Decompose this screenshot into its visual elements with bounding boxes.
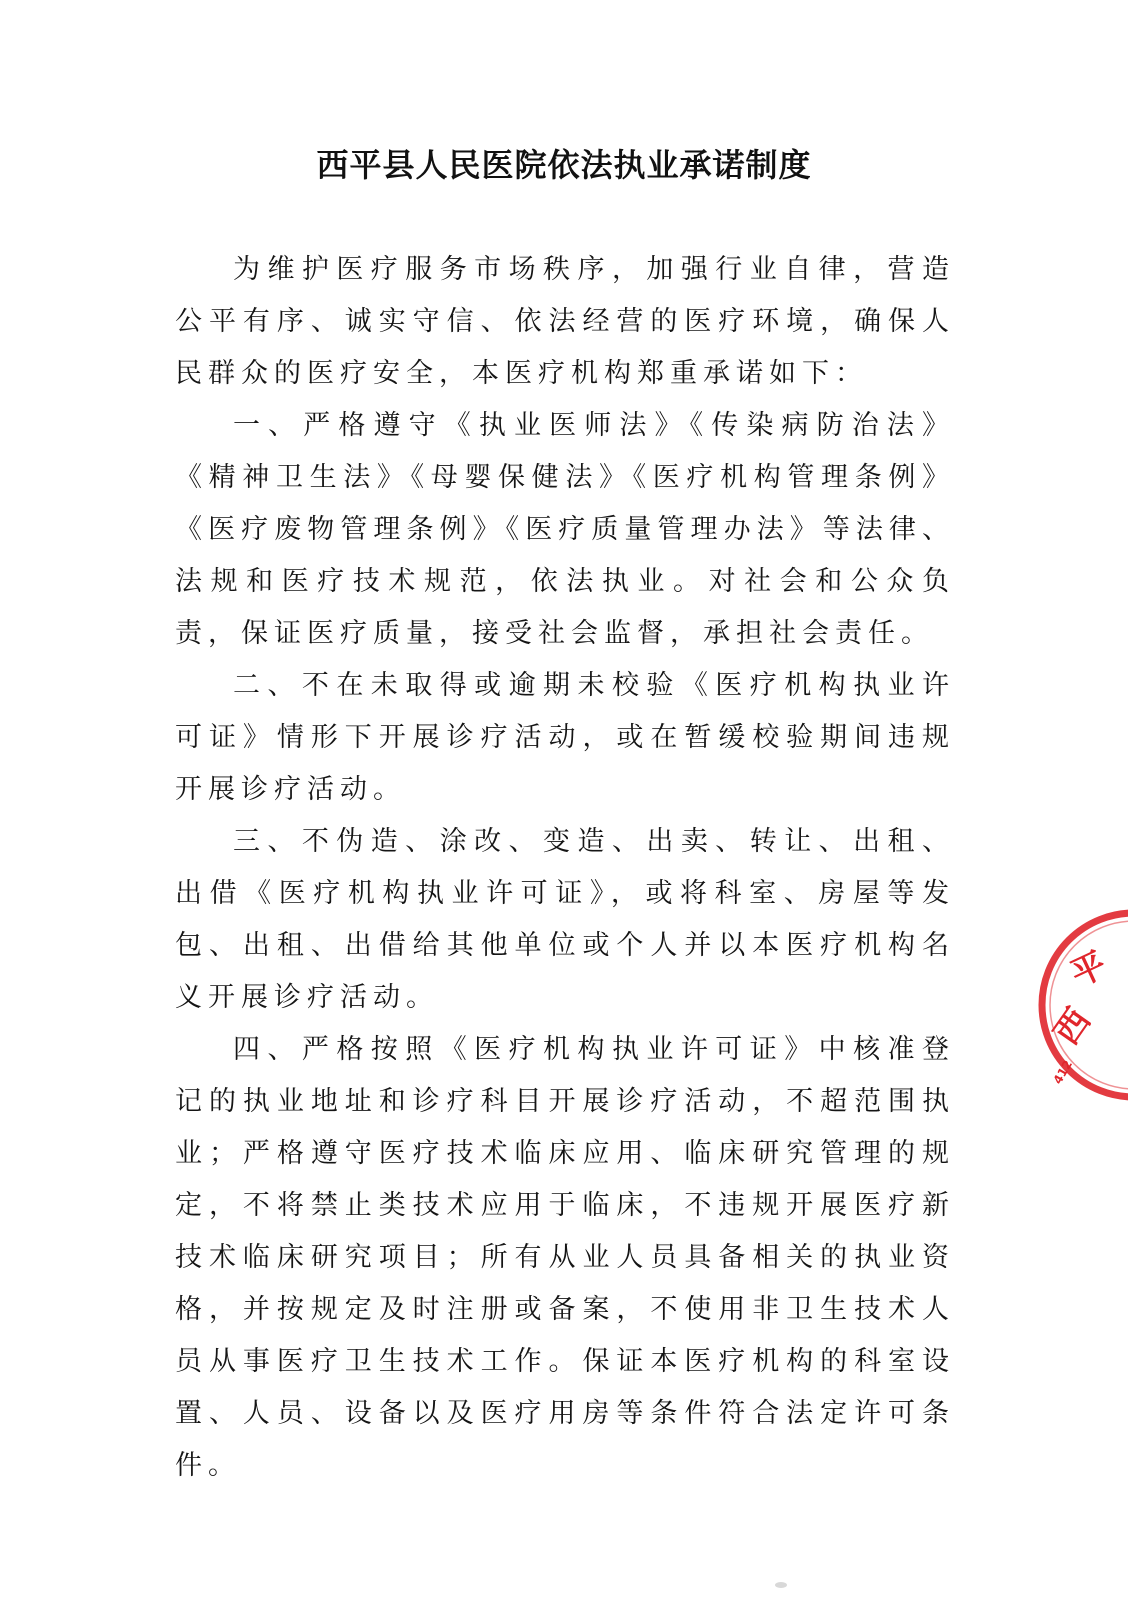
paragraph-item-4: 四、严格按照《医疗机构执业许可证》中核准登记的执业地址和诊疗科目开展诊疗活动，不超范围执业；严格遵守医疗技术临床应用、临床研究管理的规定，不将禁止类技术应用于临床，不违规开展医疗新技术临床研究项目；所有从业人员具备相关的执业资格，并按规定及时注册或备案，不使用非卫生技术人员从事医疗卫生技术工作。保证本医疗机构的科室设置、人员、设备以及医疗用房等条件符合法定许可条件。: [175, 1034, 955, 1481]
paragraph-intro: 为维护医疗服务市场秩序，加强行业自律，营造公平有序、诚实守信、依法经营的医疗环境，确保人民群众的医疗安全，本医疗机构郑重承诺如下：: [175, 254, 955, 389]
document-title: 西平县人民医院依法执业承诺制度: [316, 146, 812, 184]
scan-artifact-dot: [775, 1582, 787, 1588]
seal-char-xi: 西: [1046, 1001, 1099, 1053]
paragraph-item-3: 三、不伪造、涂改、变造、出卖、转让、出租、出借《医疗机构执业许可证》，或将科室、房屋等发包、出租、出借给其他单位或个人并以本医疗机构名义开展诊疗活动。: [175, 826, 955, 1013]
official-seal-stamp: [1034, 905, 1128, 1105]
seal-number-text: 412: [1050, 1057, 1076, 1087]
paragraph-item-2: 二、不在未取得或逾期未校验《医疗机构执业许可证》情形下开展诊疗活动，或在暂缓校验期间违规开展诊疗活动。: [175, 670, 955, 805]
document-body: [175, 244, 955, 1492]
paragraph-item-1: 一、严格遵守《执业医师法》《传染病防治法》《精神卫生法》《母婴保健法》《医疗机构管理条例》《医疗废物管理条例》《医疗质量管理办法》等法律、法规和医疗技术规范，依法执业。对社会和公众负责，保证医疗质量，接受社会监督，承担社会责任。: [175, 410, 955, 649]
seal-char-ping: 平: [1064, 944, 1113, 996]
